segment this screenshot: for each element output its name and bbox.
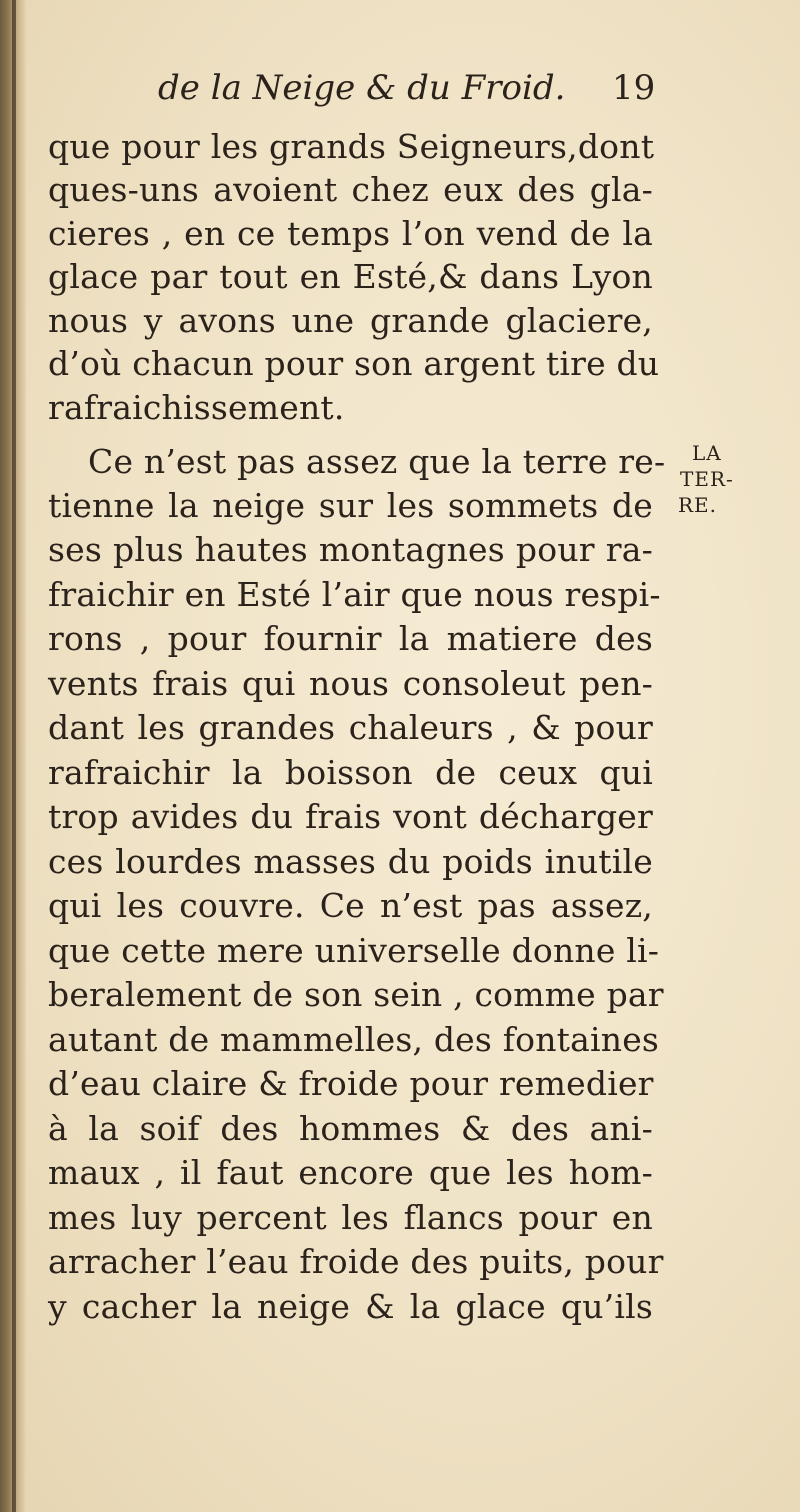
text-line: maux , il faut encore que les hom- bbox=[48, 1153, 653, 1192]
text-line: y cacher la neige & la glace qu’ils bbox=[48, 1287, 653, 1326]
text-line: d’eau claire & froide pour remedier bbox=[48, 1064, 654, 1103]
marginal-note-line: LA bbox=[692, 441, 722, 465]
text-line: d’où chacun pour son argent tire du bbox=[48, 344, 660, 383]
text-line: mes luy percent les flancs pour en bbox=[48, 1198, 653, 1237]
paragraph-start: Ce n’est pas assez que la terre re- bbox=[88, 442, 666, 481]
running-header bbox=[150, 68, 656, 118]
text-line: ces lourdes masses du poids inutile bbox=[48, 842, 653, 881]
text-line: cieres , en ce temps l’on vend de la bbox=[48, 214, 653, 253]
text-line: rons , pour fournir la matiere des bbox=[48, 619, 653, 658]
text-line: nous y avons une grande glaciere, bbox=[48, 301, 653, 340]
marginal-note-line: TER- bbox=[680, 467, 734, 491]
text-line: rafraichissement. bbox=[48, 388, 345, 427]
text-line: que cette mere universelle donne li- bbox=[48, 931, 660, 970]
binding-edge bbox=[12, 0, 16, 1512]
text-line: fraichir en Esté l’air que nous respi- bbox=[48, 575, 661, 614]
text-line: autant de mammelles, des fontaines bbox=[48, 1020, 660, 1059]
text-line: arracher l’eau froide des puits, pour bbox=[48, 1242, 664, 1281]
text-line: ses plus hautes montagnes pour ra- bbox=[48, 530, 653, 569]
page-number: 19 bbox=[612, 68, 656, 108]
text-line: rafraichir la boisson de ceux qui bbox=[48, 753, 653, 792]
text-line: trop avides du frais vont décharger bbox=[48, 797, 653, 836]
marginal-note bbox=[678, 440, 778, 518]
text-line: vents frais qui nous consoleut pen- bbox=[48, 664, 653, 703]
text-line: que pour les grands Seigneurs,dont bbox=[48, 127, 655, 166]
running-title: de la Neige & du Froid. bbox=[158, 68, 566, 108]
text-line: à la soif des hommes & des ani- bbox=[48, 1109, 653, 1148]
text-line: qui les couvre. Ce n’est pas assez, bbox=[48, 886, 653, 925]
text-line: tienne la neige sur les sommets de bbox=[48, 486, 653, 525]
text-line: glace par tout en Esté,& dans Lyon bbox=[48, 257, 653, 296]
text-line: beralement de son sein , comme par bbox=[48, 975, 664, 1014]
text-line: dant les grandes chaleurs , & pour bbox=[48, 708, 653, 747]
text-line: ques-uns avoient chez eux des gla- bbox=[48, 170, 653, 209]
marginal-note-line: RE. bbox=[678, 493, 718, 517]
